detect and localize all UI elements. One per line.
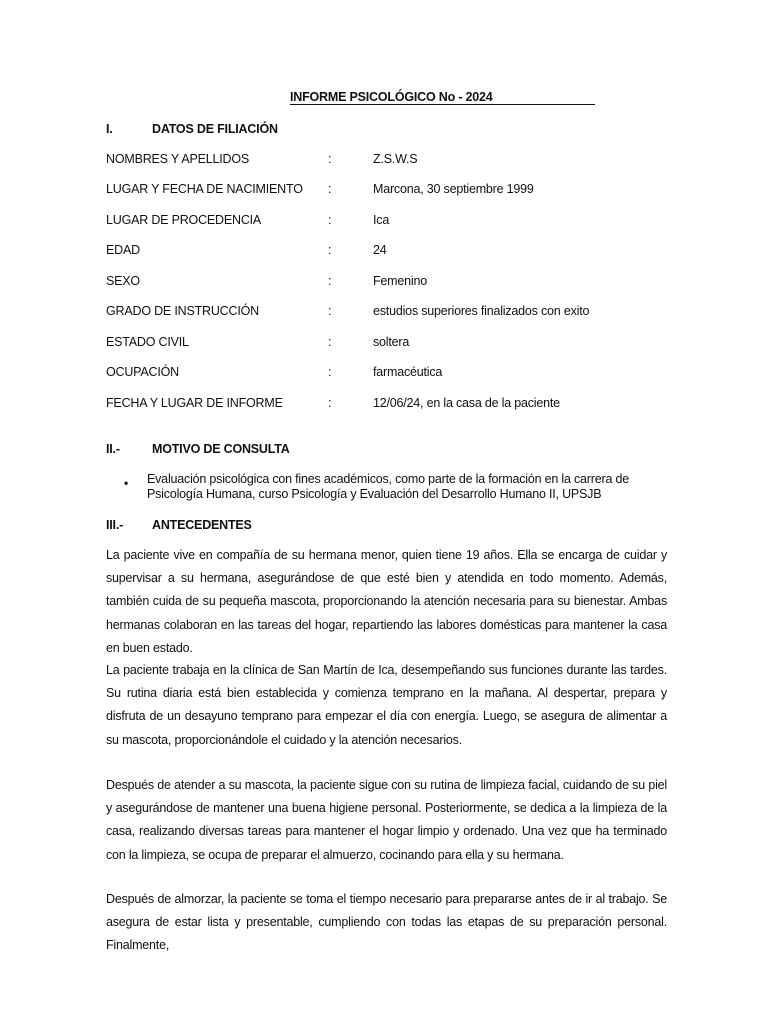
field-label: OCUPACIÓN: [106, 365, 179, 379]
field-row-procedencia: [106, 213, 666, 231]
field-label: FECHA Y LUGAR DE INFORME: [106, 396, 283, 410]
field-colon: :: [328, 182, 332, 196]
field-colon: :: [328, 396, 332, 410]
field-value: Z.S.W.S: [373, 152, 418, 166]
field-value: estudios superiores finalizados con exito: [373, 304, 590, 318]
field-colon: :: [328, 365, 332, 379]
section-number: II.-: [106, 442, 120, 456]
field-value: farmacéutica: [373, 365, 443, 379]
field-label: ESTADO CIVIL: [106, 335, 189, 349]
field-value: Marcona, 30 septiembre 1999: [373, 182, 534, 196]
field-label: NOMBRES Y APELLIDOS: [106, 152, 250, 166]
field-value: 24: [373, 243, 387, 257]
bullet-dot-icon: •: [124, 476, 129, 490]
field-row-nombres: [106, 152, 666, 170]
field-label: SEXO: [106, 274, 140, 288]
field-label: GRADO DE INSTRUCCIÓN: [106, 304, 259, 318]
field-row-nacimiento: [106, 182, 666, 200]
field-value: soltera: [373, 335, 410, 349]
field-label: LUGAR Y FECHA DE NACIMIENTO: [106, 182, 303, 196]
field-value: Femenino: [373, 274, 427, 288]
section-title: MOTIVO DE CONSULTA: [152, 442, 290, 456]
section-title: DATOS DE FILIACIÓN: [152, 122, 278, 136]
motivo-bullet-text: Evaluación psicológica con fines académicos, como parte de la formación en la carrera de Psicología Humana, curso Psicología y Evaluación del Desarrollo Humano II, UPSJB: [147, 472, 629, 501]
report-title: INFORME PSICOLÓGICO No - 2024: [290, 90, 595, 105]
section-heading-datos: [106, 122, 278, 136]
field-value: 12/06/24, en la casa de la paciente: [373, 396, 560, 410]
field-colon: :: [328, 152, 332, 166]
section-title: ANTECEDENTES: [152, 518, 252, 532]
field-colon: :: [328, 213, 332, 227]
field-colon: :: [328, 335, 332, 349]
section-heading-antecedentes: [106, 518, 252, 532]
field-label: LUGAR DE PROCEDENCIA: [106, 213, 262, 227]
field-value: Ica: [373, 213, 390, 227]
field-label: EDAD: [106, 243, 140, 257]
paragraph: Después de almorzar, la paciente se toma el tiempo necesario para prepararse antes de ir al trabajo. Se asegura de estar lista y presentable, cumpliendo con todas las etapas de su preparación personal. Finalmente,: [106, 892, 667, 953]
field-row-instruccion: [106, 304, 666, 322]
field-row-fecha-informe: [106, 396, 666, 414]
field-colon: :: [328, 304, 332, 318]
field-row-estado-civil: [106, 335, 666, 353]
field-row-sexo: [106, 274, 666, 292]
section-heading-motivo: [106, 442, 290, 456]
paragraph: La paciente vive en compañía de su hermana menor, quien tiene 19 años. Ella se encarga de cuidar y supervisar a su hermana, asegurándose de que esté bien y atendida en todo momento. Además, también cuida de su pequeña mascota, proporcionando la atención necesaria para su bienestar. Ambas hermanas colaboran en las tareas del hogar, repartiendo las labores domésticas para mantener la casa en buen estado.: [106, 548, 667, 655]
paragraph: Después de atender a su mascota, la paciente sigue con su rutina de limpieza facial, cuidando de su piel y asegurándose de mantener una buena higiene personal. Posteriormente, se dedica a la limpieza de la casa, realizando diversas tareas para mantener el hogar limpio y ordenado. Una vez que ha terminado con la limpieza, se ocupa de preparar el almuerzo, cocinando para ella y su hermana.: [106, 778, 667, 862]
field-colon: :: [328, 243, 332, 257]
field-row-edad: [106, 243, 666, 261]
section-number: I.: [106, 122, 113, 136]
field-row-ocupacion: [106, 365, 666, 383]
section-number: III.-: [106, 518, 124, 532]
paragraph: La paciente trabaja en la clínica de San Martín de Ica, desempeñando sus funciones durante las tardes. Su rutina diaria está bien establecida y comienza temprano en la mañana. Al despertar, prepara y disfruta de un desayuno temprano para empezar el día con energía. Luego, se asegura de alimentar a su mascota, proporcionándole el cuidado y la atención necesarios.: [106, 663, 667, 747]
field-colon: :: [328, 274, 332, 288]
